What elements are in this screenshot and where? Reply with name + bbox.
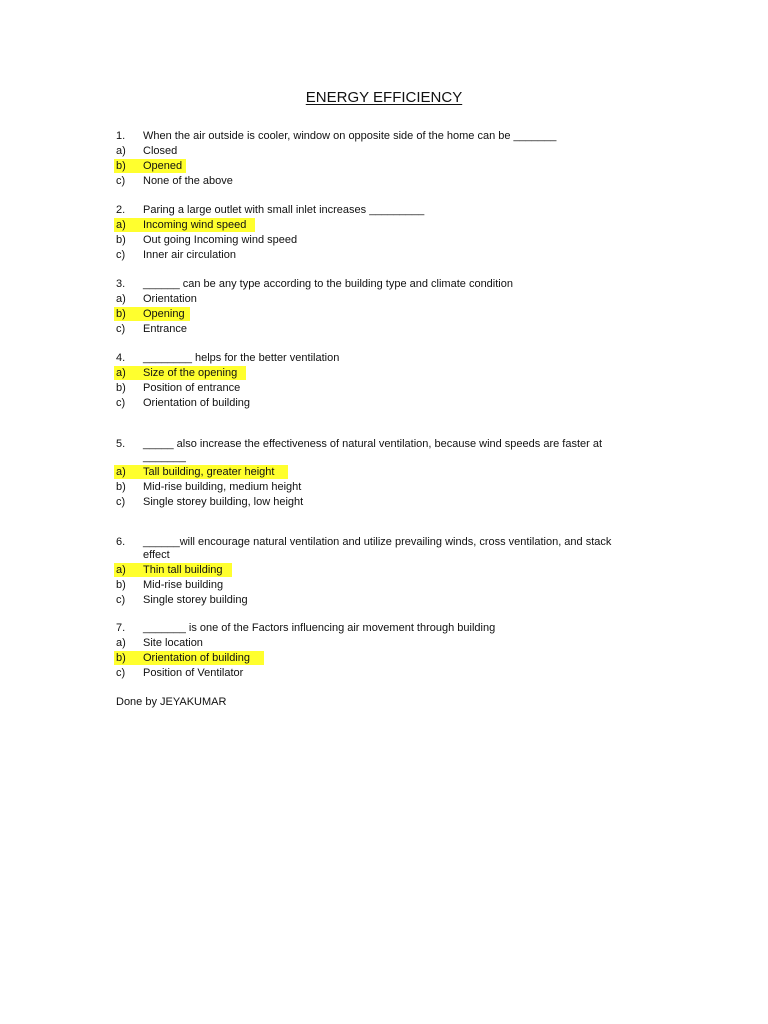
option-text: Orientation bbox=[143, 293, 197, 305]
option-text: Single storey building, low height bbox=[143, 496, 304, 508]
option-text: Orientation of building bbox=[143, 397, 251, 409]
question-number: 1. bbox=[116, 130, 126, 142]
option-text: Position of Ventilator bbox=[143, 667, 244, 679]
question-text: ______ can be any type according to the building type and climate condition bbox=[143, 278, 513, 290]
option-text: Size of the opening bbox=[143, 367, 238, 379]
option-label: a) bbox=[116, 367, 126, 379]
option-text: Mid-rise building bbox=[143, 579, 224, 591]
option-text: Opening bbox=[143, 308, 185, 320]
question-text: Paring a large outlet with small inlet increases _________ bbox=[143, 204, 425, 216]
option-label: a) bbox=[116, 564, 126, 576]
question-text: _______ is one of the Factors influencing air movement through building bbox=[143, 622, 496, 634]
option-label: a) bbox=[116, 293, 126, 305]
option-label: c) bbox=[116, 594, 126, 606]
page-title: ENERGY EFFICIENCY bbox=[305, 89, 463, 106]
option-label: b) bbox=[116, 308, 126, 320]
option-text: Inner air circulation bbox=[143, 249, 236, 261]
question-text: ________ helps for the better ventilation bbox=[143, 352, 340, 364]
option-text: Entrance bbox=[143, 323, 188, 335]
author-credit: Done by JEYAKUMAR bbox=[116, 696, 227, 708]
option-text: Site location bbox=[143, 637, 203, 649]
option-label: c) bbox=[116, 249, 126, 261]
option-label: b) bbox=[116, 579, 126, 591]
option-text: Incoming wind speed bbox=[143, 219, 247, 231]
option-text: Tall building, greater height bbox=[143, 466, 275, 478]
option-text: Out going Incoming wind speed bbox=[143, 234, 298, 246]
question-number: 5. bbox=[116, 438, 126, 450]
question-text-continued: _______ bbox=[143, 451, 186, 463]
question-text-continued: effect bbox=[143, 549, 170, 561]
option-label: a) bbox=[116, 637, 126, 649]
option-text: Closed bbox=[143, 145, 178, 157]
option-label: c) bbox=[116, 323, 126, 335]
question-text: _____ also increase the effectiveness of natural ventilation, because wind speeds are faster at bbox=[143, 438, 603, 450]
option-text: None of the above bbox=[143, 175, 233, 187]
question-text: When the air outside is cooler, window on opposite side of the home can be _______ bbox=[143, 130, 557, 142]
option-label: b) bbox=[116, 234, 126, 246]
question-number: 7. bbox=[116, 622, 126, 634]
question-text: ______will encourage natural ventilation and utilize prevailing winds, cross ventilation, and stack bbox=[143, 536, 612, 548]
option-label: c) bbox=[116, 397, 126, 409]
option-label: c) bbox=[116, 496, 126, 508]
option-text: Orientation of building bbox=[143, 652, 251, 664]
option-label: b) bbox=[116, 652, 126, 664]
option-label: a) bbox=[116, 145, 126, 157]
option-text: Single storey building bbox=[143, 594, 248, 606]
option-text: Thin tall building bbox=[143, 564, 223, 576]
option-label: c) bbox=[116, 667, 126, 679]
option-text: Position of entrance bbox=[143, 382, 241, 394]
option-text: Mid-rise building, medium height bbox=[143, 481, 302, 493]
question-number: 4. bbox=[116, 352, 126, 364]
option-text: Opened bbox=[143, 160, 183, 172]
option-label: b) bbox=[116, 382, 126, 394]
option-label: a) bbox=[116, 466, 126, 478]
option-label: b) bbox=[116, 160, 126, 172]
option-label: c) bbox=[116, 175, 126, 187]
option-label: a) bbox=[116, 219, 126, 231]
option-label: b) bbox=[116, 481, 126, 493]
question-number: 2. bbox=[116, 204, 126, 216]
question-number: 3. bbox=[116, 278, 126, 290]
question-number: 6. bbox=[116, 536, 126, 548]
